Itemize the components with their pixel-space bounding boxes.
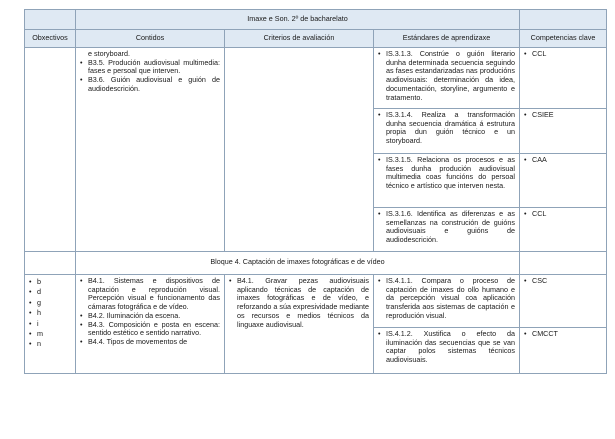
competence-text: • CSIEE <box>524 111 602 120</box>
competence-text: • CMCCT <box>524 330 602 339</box>
criterion-text: • B4.1. Gravar pezas audiovisuais aplicando técnicas de captación de imaxes fotográficas e de vídeo, e reforzando a súa expresividade mediante os recursos e medios técnicos da linguaxe audiovisual. <box>229 277 369 330</box>
block3-criteria-cell <box>225 47 374 251</box>
list-item: • i <box>29 319 71 329</box>
block-heading-row <box>25 251 607 274</box>
objectives-list <box>29 277 71 350</box>
block3-contents-list <box>80 50 220 94</box>
list-item: • B4.2. Iluminación da escena. <box>80 312 220 321</box>
title-row <box>25 10 607 30</box>
block3-objectives-cell <box>25 47 76 251</box>
standard-text: • IS.4.1.1. Compara o proceso de captación de imaxes do ollo humano e da percepción visual coa aplicación transferida aos sistemas de captación e reprodución visual. <box>378 277 515 321</box>
block4-heading-left <box>25 251 76 274</box>
standard-text: • IS.3.1.4. Realiza a transformación dunha secuencia dramática á estrutura propia dun guión técnico e un storyboard. <box>378 111 515 146</box>
standard-cell <box>374 47 520 108</box>
list-item: • B4.3. Composición e posta en escena: sentido estético e sentido narrativo. <box>80 321 220 339</box>
table-title: Imaxe e Son. 2º de bacharelato <box>76 10 520 30</box>
standard-cell <box>374 153 520 207</box>
block4-objectives-cell <box>25 274 76 373</box>
competence-cell <box>520 153 607 207</box>
competence-cell <box>520 327 607 373</box>
list-item: • b <box>29 277 71 287</box>
standard-cell <box>374 274 520 327</box>
header-row <box>25 30 607 48</box>
standard-text: • IS.3.1.3. Constrúe o guión literario dunha determinada secuencia seguindo as fases estandarizadas nas producións audiovisuais: determinación da idea, documentación, storyline, argumento e tratamento. <box>378 50 515 103</box>
list-item: • B3.5. Produción audiovisual multimedia: fases e persoal que interven. <box>80 59 220 77</box>
standard-cell <box>374 207 520 251</box>
list-item: • h <box>29 308 71 318</box>
curriculum-table <box>24 9 607 374</box>
header-contents: Contidos <box>76 30 225 48</box>
standard-cell <box>374 327 520 373</box>
header-criteria: Criterios de avaliación <box>225 30 374 48</box>
list-item: • B4.1. Sistemas e dispositivos de captación e reprodución visual. Percepción visual e funcionamento das cámaras fotográfica e de vídeo. <box>80 277 220 312</box>
standard-text: • IS.3.1.5. Relaciona os procesos e as fases dunha produción audiovisual multimedia coas funcións do persoal técnico e artístico que interven nesta. <box>378 156 515 191</box>
competence-text: • CCL <box>524 210 602 219</box>
standard-cell <box>374 108 520 153</box>
header-objectives: Obxectivos <box>25 30 76 48</box>
block4-contents-cell <box>76 274 225 373</box>
standard-text: • IS.4.1.2. Xustifica o efecto da iluminación das secuencias que se van captar polos sistemas técnicos audiovisuais. <box>378 330 515 365</box>
list-item: • g <box>29 298 71 308</box>
list-item: • B4.4. Tipos de movementos de <box>80 338 220 347</box>
competence-text: • CAA <box>524 156 602 165</box>
block3-contents-cell <box>76 47 225 251</box>
competence-text: • CSC <box>524 277 602 286</box>
competence-text: • CCL <box>524 50 602 59</box>
table-row <box>25 47 607 108</box>
competence-cell <box>520 274 607 327</box>
list-item: • B3.6. Guión audiovisual e guión de audiodescrición. <box>80 76 220 94</box>
title-band-right <box>520 10 607 30</box>
title-band-left <box>25 10 76 30</box>
competence-cell <box>520 108 607 153</box>
header-competences: Competencias clave <box>520 30 607 48</box>
list-item: • n <box>29 339 71 349</box>
header-standards: Estándares de aprendizaxe <box>374 30 520 48</box>
list-item: e storyboard. <box>88 48 130 58</box>
block4-title: Bloque 4. Captación de imaxes fotográficas e de vídeo <box>76 251 520 274</box>
block4-contents-list <box>80 277 220 347</box>
block4-criteria-cell <box>225 274 374 373</box>
list-item: • d <box>29 287 71 297</box>
block4-heading-right <box>520 251 607 274</box>
list-item: • m <box>29 329 71 339</box>
competence-cell <box>520 47 607 108</box>
competence-cell <box>520 207 607 251</box>
standard-text: • IS.3.1.6. Identifica as diferenzas e as semellanzas na construción de guións audiovisuais e guións de audiodescrición. <box>378 210 515 245</box>
table-row <box>25 274 607 327</box>
